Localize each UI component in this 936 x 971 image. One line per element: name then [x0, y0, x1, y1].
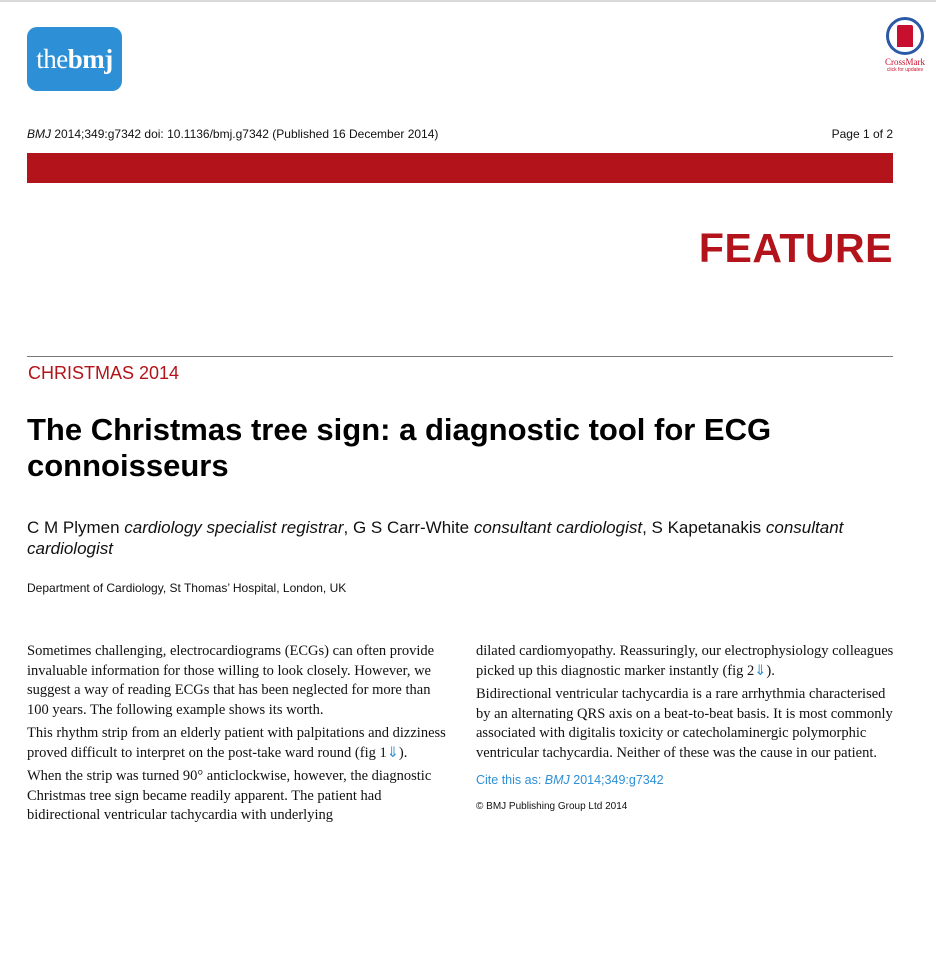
article-type-label: FEATURE [698, 225, 893, 271]
author-separator: , [343, 518, 353, 537]
section-label: CHRISTMAS 2014 [28, 363, 180, 383]
author-name: C M Plymen [27, 518, 125, 537]
cite-details: 2014;349:g7342 [569, 773, 664, 787]
paragraph-end: ). [766, 662, 775, 679]
logo-prefix: the [36, 43, 68, 74]
author-name: G S Carr-White [352, 518, 474, 537]
section-divider [27, 356, 893, 357]
crossmark-sub: click for updates [886, 67, 924, 73]
header-red-bar [27, 153, 893, 183]
citation-journal: BMJ [27, 127, 51, 141]
cite-this-as[interactable] [476, 771, 896, 791]
citation-text [27, 127, 438, 141]
body-column-right [476, 642, 896, 816]
body-column-left [27, 642, 447, 830]
body-paragraph: When the strip was turned 90° anticlockwise, however, the diagnostic Christmas tree sign became readily apparent. The patient had bidirectional ventricular tachycardia with underlying [27, 768, 432, 823]
author-separator: , [642, 518, 652, 537]
author-list [27, 517, 907, 559]
copyright-notice: © BMJ Publishing Group Ltd 2014 [476, 800, 628, 812]
body-paragraph [27, 724, 447, 763]
paragraph-end: ). [398, 744, 408, 761]
crossmark-icon [886, 17, 924, 55]
cite-journal: BMJ [544, 773, 570, 787]
crossmark-badge[interactable] [874, 17, 936, 79]
cite-prefix: Cite this as: [476, 773, 545, 787]
page-number: Page 1 of 2 [831, 127, 893, 141]
citation-details: 2014;349:g7342 doi: 10.1136/bmj.g7342 (Published 16 December 2014) [51, 127, 439, 141]
figure-1-link-icon[interactable]: ⇓ [386, 744, 399, 761]
article-title: The Christmas tree sign: a diagnostic tool for ECG connoisseurs [27, 412, 772, 483]
top-rule [0, 0, 936, 2]
paragraph-text: This rhythm strip from an elderly patient with palpitations and dizziness proved difficult to interpret on the post-take ward round (fig 1 [27, 725, 446, 761]
affiliation: Department of Cardiology, St Thomas’ Hospital, London, UK [27, 581, 347, 595]
figure-2-link-icon[interactable]: ⇓ [754, 662, 767, 679]
author-role: consultant cardiologist [473, 518, 643, 537]
author-role: consultant cardiologist [27, 518, 844, 558]
bmj-logo[interactable] [27, 27, 122, 91]
crossmark-label: CrossMark [885, 57, 925, 67]
paragraph-text: dilated cardiomyopathy. Reassuringly, our electrophysiology colleagues picked up this diagnostic marker instantly (fig 2 [476, 643, 894, 679]
logo-brand: bmj [67, 43, 113, 74]
body-paragraph: Bidirectional ventricular tachycardia is a rare arrhythmia characterised by an alternating QRS axis on a beat-to-beat basis. It is most commonly associated with digitalis toxicity or catecholaminergic polymorphic ventricular tachycardia. Neither of these was the cause in our patient. [476, 686, 893, 761]
citation-line [27, 126, 893, 142]
author-name: S Kapetanakis [651, 518, 766, 537]
author-role: cardiology specialist registrar [124, 518, 344, 537]
body-paragraph [476, 642, 896, 681]
body-paragraph: Sometimes challenging, electrocardiograms (ECGs) can often provide invaluable information for those willing to look closely. However, we suggest a way of reading ECGs that has been neglected for more than 100 years. The following example shows its worth. [27, 643, 435, 718]
